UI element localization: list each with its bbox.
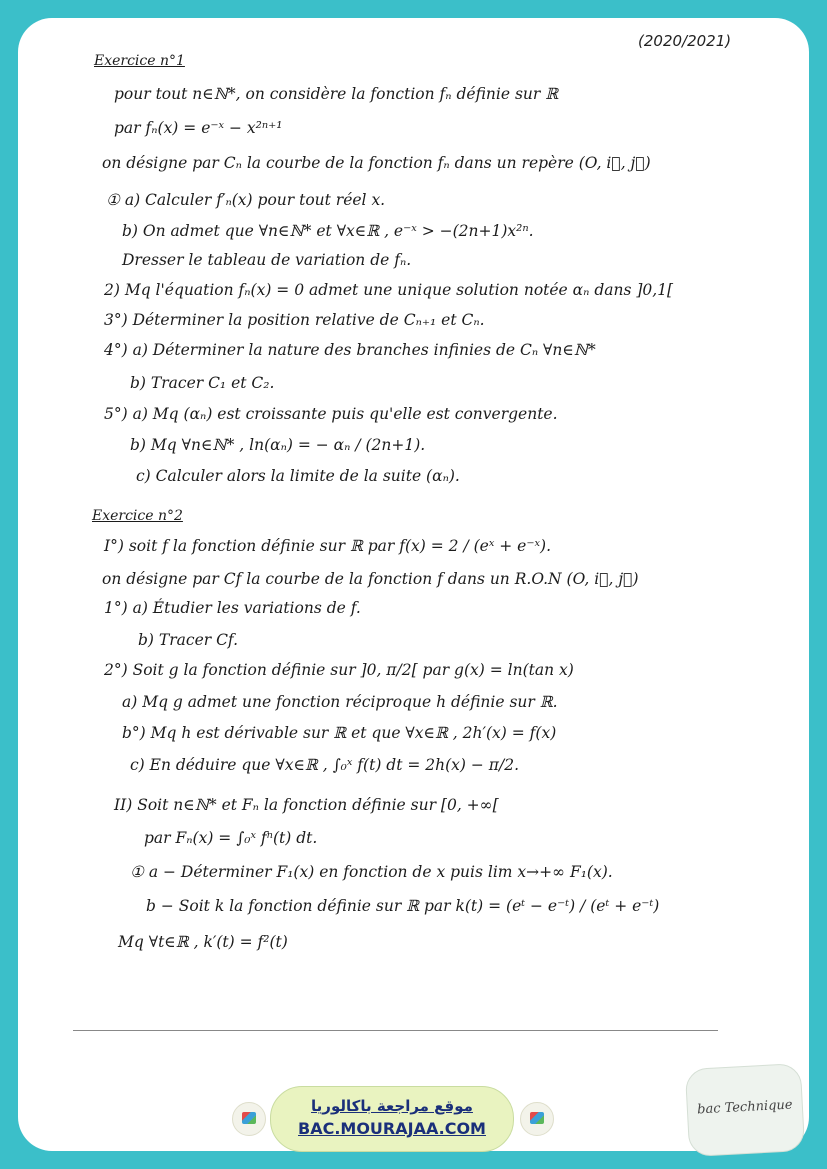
ex2-part2-q1a: ① a − Déterminer F₁(x) en fonction de x puis lim x→+∞ F₁(x). xyxy=(130,863,613,881)
ex2-q2c: c) En déduire que ∀x∈ℝ , ∫₀ˣ f(t) dt = 2h(x) − π/2. xyxy=(130,756,519,774)
exercise1-title: Exercice n°1 xyxy=(94,53,185,69)
ex1-q4a: 4°) a) Déterminer la nature des branches infinies de Cₙ ∀n∈ℕ* xyxy=(104,341,596,359)
ex1-line-intro: pour tout n∈ℕ*, on considère la fonction fₙ définie sur ℝ xyxy=(114,85,559,103)
ex1-q1a: ① a) Calculer f′ₙ(x) pour tout réel x. xyxy=(106,191,386,209)
ex1-q1b-table: Dresser le tableau de variation de fₙ. xyxy=(122,251,412,269)
section-badge xyxy=(685,1063,805,1157)
ex2-q2a: a) Mq g admet une fonction réciproque h définie sur ℝ. xyxy=(122,693,558,711)
ex2-curve: on désigne par Cf la courbe de la fonction f dans un R.O.N (O, i⃗, j⃗) xyxy=(102,570,639,588)
ex1-q2: 2) Mq l'équation fₙ(x) = 0 admet une unique solution notée αₙ dans ]0,1[ xyxy=(104,281,674,299)
ex2-part2-Fn: par Fₙ(x) = ∫₀ˣ fⁿ(t) dt. xyxy=(144,829,318,847)
ex2-part2-q1b: b − Soit k la fonction définie sur ℝ par k(t) = (eᵗ − e⁻ᵗ) / (eᵗ + e⁻ᵗ) xyxy=(146,897,660,915)
ex1-line-function: par fₙ(x) = e⁻ˣ − x²ⁿ⁺¹ xyxy=(114,119,283,137)
exercise2-title: Exercice n°2 xyxy=(92,508,183,524)
ex1-q5b: b) Mq ∀n∈ℕ* , ln(αₙ) = − αₙ / (2n+1). xyxy=(130,436,426,454)
exam-sheet xyxy=(18,18,809,1151)
ex2-part2-q1b-proof: Mq ∀t∈ℝ , k′(t) = f²(t) xyxy=(118,933,288,951)
ex1-q4b: b) Tracer C₁ et C₂. xyxy=(130,374,275,392)
ex1-q3: 3°) Déterminer la position relative de Cₙ₊₁ et Cₙ. xyxy=(104,311,485,329)
page-bottom-rule xyxy=(73,1030,718,1031)
left-logo-icon xyxy=(232,1102,266,1136)
site-url-link[interactable]: BAC.MOURAJAA.COM xyxy=(298,1119,486,1138)
ex2-q2b: b°) Mq h est dérivable sur ℝ et que ∀x∈ℝ , 2h′(x) = f(x) xyxy=(122,724,557,742)
section-badge-text: bac Technique xyxy=(696,1097,793,1118)
school-year: (2020/2021) xyxy=(638,32,732,50)
ex2-part1-intro: I°) soit f la fonction définie sur ℝ par f(x) = 2 / (eˣ + e⁻ˣ). xyxy=(104,537,551,555)
site-banner[interactable] xyxy=(270,1086,514,1152)
ex2-part2-intro: II) Soit n∈ℕ* et Fₙ la fonction définie sur [0, +∞[ xyxy=(114,796,499,814)
ex1-q5a: 5°) a) Mq (αₙ) est croissante puis qu'elle est convergente. xyxy=(104,405,558,423)
ex1-line-curve: on désigne par Cₙ la courbe de la fonction fₙ dans un repère (O, i⃗, j⃗) xyxy=(102,154,651,172)
right-logo-icon xyxy=(520,1102,554,1136)
ex2-q2: 2°) Soit g la fonction définie sur ]0, π/2[ par g(x) = ln(tan x) xyxy=(104,661,574,679)
ex1-q5c: c) Calculer alors la limite de la suite (αₙ). xyxy=(136,467,460,485)
ex1-q1b: b) On admet que ∀n∈ℕ* et ∀x∈ℝ , e⁻ˣ > −(2n+1)x²ⁿ. xyxy=(122,222,534,240)
ex2-q1a: 1°) a) Étudier les variations de f. xyxy=(104,599,361,617)
ex2-q1b: b) Tracer Cf. xyxy=(138,631,239,649)
site-arabic-name[interactable]: موقع مراجعة باكالوريا xyxy=(311,1097,473,1115)
